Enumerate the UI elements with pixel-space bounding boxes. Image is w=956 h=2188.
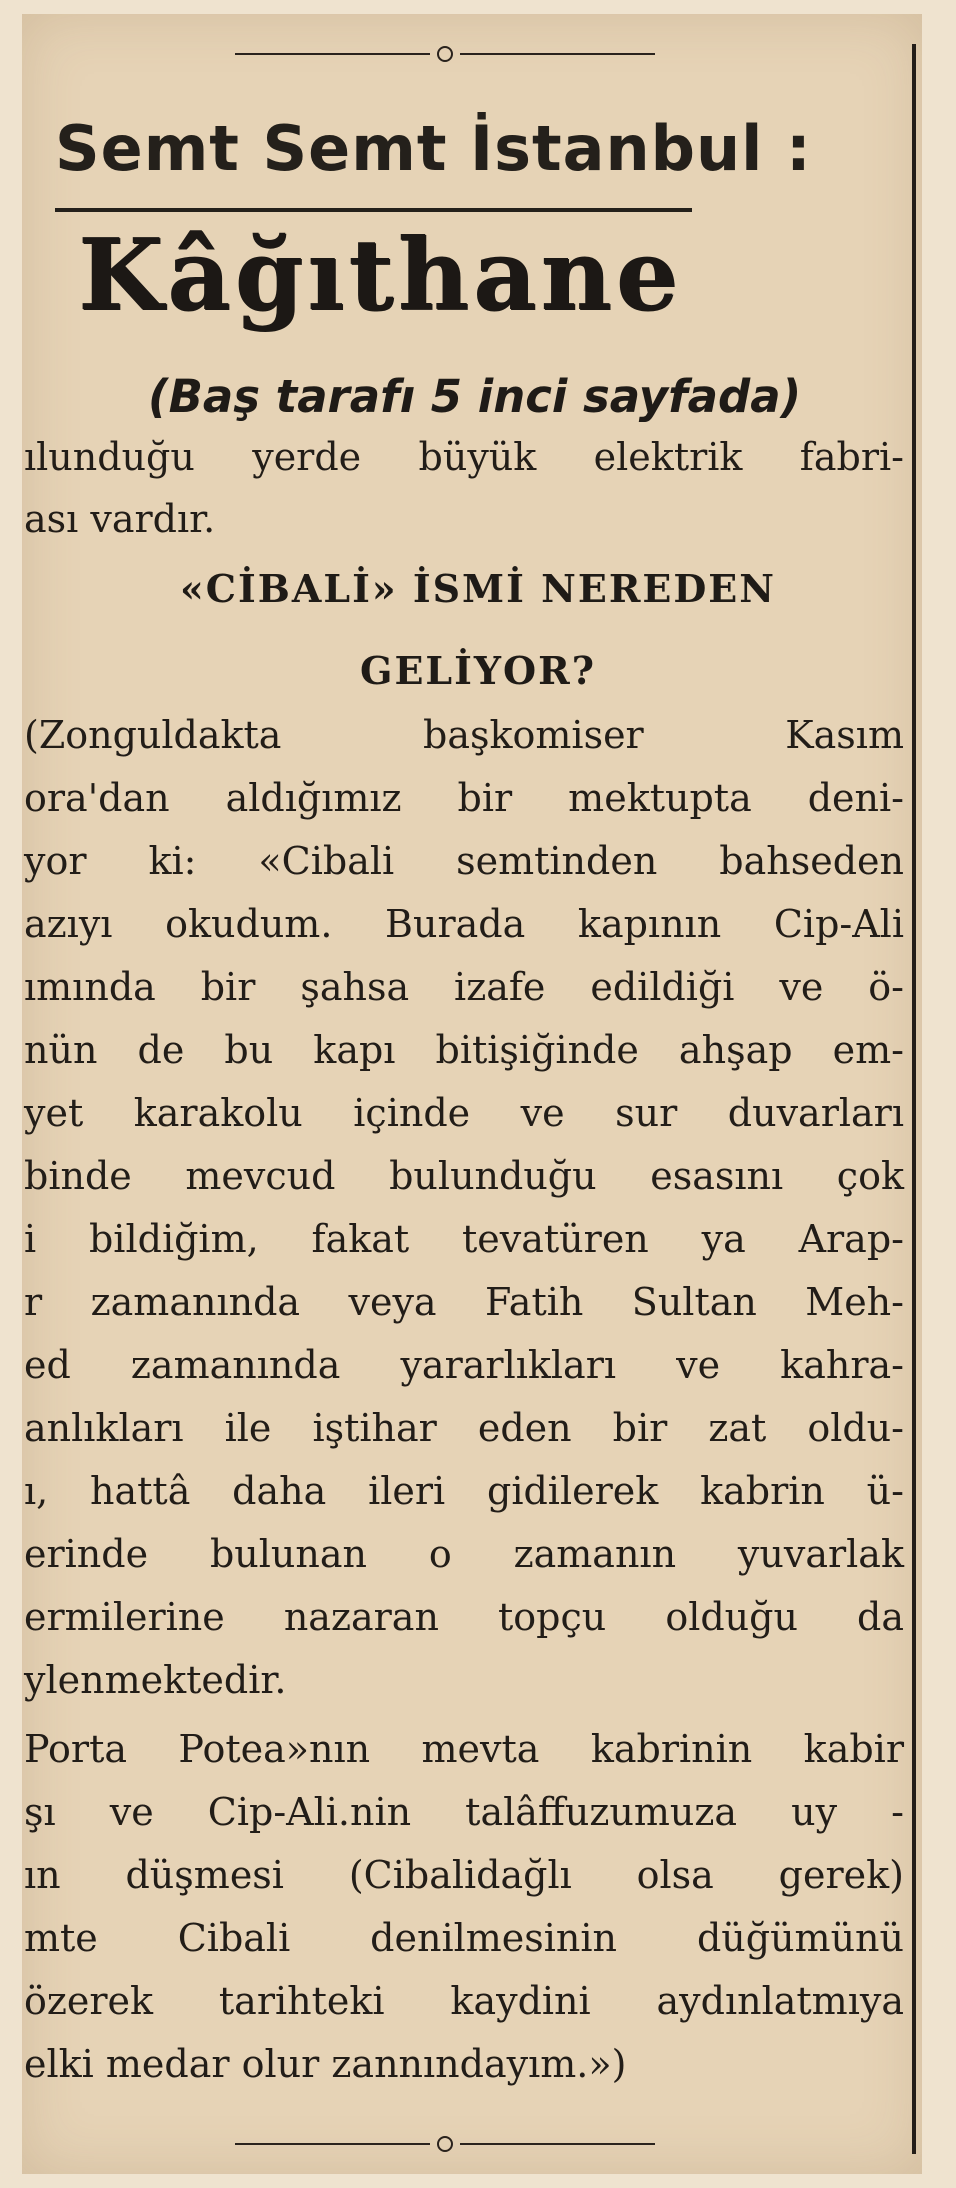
body-line: ın düşmesi (Cibalidağlı olsa gerek) [24, 1853, 904, 1897]
body-line: yet karakolu içinde ve sur duvarları [24, 1091, 904, 1135]
body-line: özerek tarihteki kaydini aydınlatmıya [24, 1979, 904, 2023]
body-line: ı, hattâ daha ileri gidilerek kabrin ü- [24, 1469, 904, 1513]
ornament-line [460, 53, 655, 55]
body-line: mte Cibali denilmesinin düğümünü [24, 1916, 904, 1960]
body-line: ora'dan aldığımız bir mektupta deni- [24, 776, 904, 820]
body-line: ylenmektedir. [24, 1658, 287, 1702]
column-rule [912, 44, 916, 2154]
subheading-line: «CİBALİ» İSMİ NEREDEN [179, 566, 777, 611]
body-line: yor ki: «Cibali semtinden bahseden [24, 839, 904, 883]
ornament-circle [437, 46, 453, 62]
article-title: Kâğıthane [78, 218, 683, 333]
body-line: Porta Potea»nın mevta kabrinin kabir [24, 1727, 904, 1771]
body-line: i bildiğim, fakat tevatüren ya Arap- [24, 1217, 904, 1261]
body-line: anlıkları ile iştihar eden bir zat oldu- [24, 1406, 904, 1450]
body-line: elki medar olur zannındayım.») [24, 2042, 627, 2086]
intro-line: ılunduğu yerde büyük elektrik fabri- [24, 435, 904, 479]
heading-underline [55, 208, 692, 212]
ornament-line [235, 53, 430, 55]
body-line: azıyı okudum. Burada kapının Cip-Ali [24, 902, 904, 946]
ornament-line [235, 2143, 430, 2145]
body-line: nün de bu kapı bitişiğinde ahşap em- [24, 1028, 904, 1072]
continuation-note: (Baş tarafı 5 inci sayfada) [148, 370, 802, 423]
ornament-line [460, 2143, 655, 2145]
subheading-line: GELİYOR? [360, 648, 596, 693]
body-line: r zamanında veya Fatih Sultan Meh- [24, 1280, 904, 1324]
body-line: ımında bir şahsa izafe edildiği ve ö- [24, 965, 904, 1009]
intro-line: ası vardır. [24, 497, 216, 541]
section-heading: Semt Semt İstanbul : [55, 112, 812, 185]
body-line: şı ve Cip-Ali.nin talâffuzumuza uy - [24, 1790, 904, 1834]
top-ornament-divider [235, 46, 655, 62]
body-line: (Zonguldakta başkomiser Kasım [24, 713, 904, 757]
body-line: binde mevcud bulunduğu esasını çok [24, 1154, 904, 1198]
bottom-ornament-divider [235, 2136, 655, 2152]
ornament-circle [437, 2136, 453, 2152]
body-line: erinde bulunan o zamanın yuvarlak [24, 1532, 904, 1576]
body-line: ermilerine nazaran topçu olduğu da [24, 1595, 904, 1639]
body-line: ed zamanında yararlıkları ve kahra- [24, 1343, 904, 1387]
